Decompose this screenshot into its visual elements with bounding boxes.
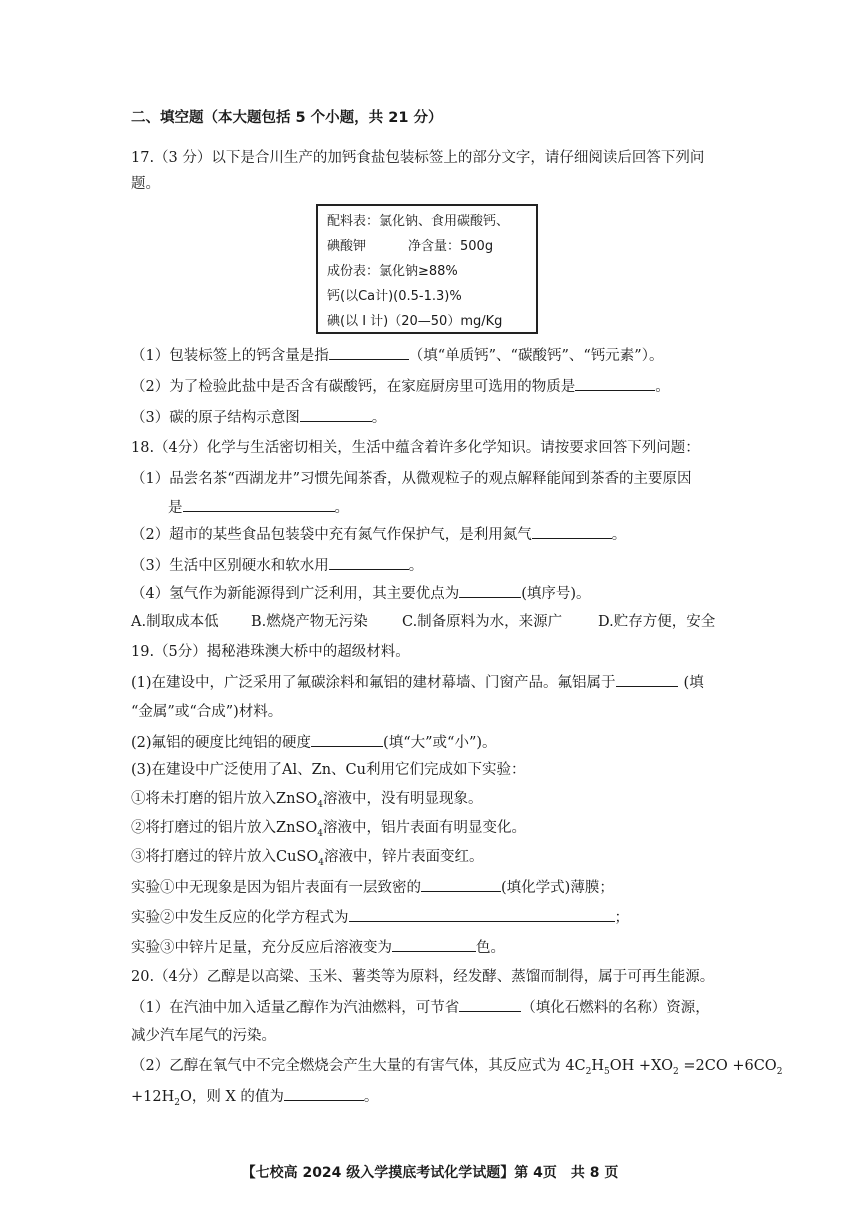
q18-part1-line2: 是 。	[168, 497, 349, 518]
q20-part2-line1: （2）乙醇在氧气中不完全燃烧会产生大量的有害气体，其反应式为 $4C_2H_5OH +XO_2 =2CO +6CO_2$	[131, 1058, 783, 1077]
q19-experiment1: ①将未打磨的铝片放入ZnSO$_4$溶液中，没有明显现象。	[131, 791, 483, 810]
q20-stem: 20.（4分）乙醇是以高粱、玉米、薯类等为原料，经发酵、蒸馏而制得，属于可再生能源。	[131, 969, 715, 985]
q18-stem: 18.（4分）化学与生活密切相关，生活中蕴含着许多化学知识。请按要求回答下列问题：	[131, 440, 700, 456]
q17-part3: （3）碳的原子结构示意图 。	[131, 407, 386, 428]
q17-stem-line2: 题。	[131, 176, 160, 192]
q19-result2: 实验②中发生反应的化学方程式为 ；	[131, 907, 629, 928]
q18-part1-line1: （1）品尝名茶“西湖龙井”习惯先闻茶香，从微观粒子的观点解释能闻到茶香的主要原因	[131, 471, 692, 487]
answer-blank[interactable]	[329, 345, 409, 360]
section-title: 二、填空题（本大题包括 5 个小题，共 21 分）	[131, 110, 443, 126]
answer-blank[interactable]	[349, 907, 615, 922]
q18-part3: （3）生活中区别硬水和软水用 。	[131, 555, 423, 576]
answer-blank[interactable]	[616, 672, 678, 687]
salt-package-label	[316, 204, 538, 334]
label-iodine: 碘(以 I 计)（20—50）mg/Kg	[327, 314, 503, 329]
label-potassium-iodate: 碘酸钾	[327, 239, 367, 254]
q19-part2: (2)氟铝的硬度比纯铝的硬度 (填“大”或“小”)。	[131, 732, 497, 753]
q19-result3: 实验③中锌片足量，充分反应后溶液变为 色。	[131, 937, 505, 958]
q18-option-c: C.制备原料为水，来源广	[402, 614, 563, 630]
q19-experiment2: ②将打磨过的铝片放入ZnSO$_4$溶液中，铝片表面有明显变化。	[131, 820, 526, 839]
q17-part2: （2）为了检验此盐中是否含有碳酸钙，在家庭厨房里可选用的物质是 。	[131, 376, 670, 397]
q19-part3: (3)在建设中广泛使用了Al、Zn、Cu利用它们完成如下实验：	[131, 762, 526, 778]
answer-blank[interactable]	[392, 937, 476, 952]
q18-option-a: A.制取成本低	[131, 614, 219, 630]
q19-experiment3: ③将打磨过的锌片放入CuSO$_4$溶液中，锌片表面变红。	[131, 849, 484, 868]
label-line2	[327, 234, 536, 259]
answer-blank[interactable]	[459, 583, 521, 598]
answer-blank[interactable]	[300, 407, 372, 422]
q19-part1-line2: “金属”或“合成”)材料。	[131, 704, 283, 720]
answer-blank[interactable]	[532, 524, 612, 539]
q20-part1-line1: （1）在汽油中加入适量乙醇作为汽油燃料，可节省 （填化石燃料的名称）资源，	[131, 997, 710, 1018]
q19-stem: 19.（5分）揭秘港珠澳大桥中的超级材料。	[131, 644, 410, 660]
q18-option-d: D.贮存方便，安全	[598, 614, 716, 630]
q18-option-b: B.燃烧产物无污染	[251, 614, 368, 630]
answer-blank[interactable]	[311, 732, 383, 747]
answer-blank[interactable]	[421, 877, 501, 892]
answer-blank[interactable]	[183, 497, 335, 512]
q20-part2-line2: $+12H_2O$，则 X 的值为 。	[131, 1086, 378, 1107]
q19-result1: 实验①中无现象是因为铝片表面有一层致密的 (填化学式)薄膜；	[131, 877, 614, 898]
page-footer: 【七校高 2024 级入学摸底考试化学试题】第 4页 共 8 页	[241, 1165, 619, 1181]
q17-stem-line1: 17.（3 分）以下是合川生产的加钙食盐包装标签上的部分文字，请仔细阅读后回答下列问	[131, 150, 705, 166]
label-composition: 成份表：氯化钠≥88%	[327, 264, 458, 279]
q18-part2: （2）超市的某些食品包装袋中充有氮气作保护气，是利用氮气 。	[131, 524, 626, 545]
answer-blank[interactable]	[284, 1086, 364, 1101]
answer-blank[interactable]	[575, 376, 655, 391]
label-ingredients: 配料表：氯化钠、食用碳酸钙、	[327, 214, 510, 229]
answer-blank[interactable]	[459, 997, 521, 1012]
q17-part1: （1）包装标签上的钙含量是指 （填“单质钙”、“碳酸钙”、“钙元素”）。	[131, 345, 663, 366]
q20-part1-line2: 减少汽车尾气的污染。	[131, 1028, 276, 1044]
label-net-weight: 净含量：500g	[408, 239, 494, 254]
answer-blank[interactable]	[329, 555, 409, 570]
label-calcium: 钙(以Ca计)(0.5-1.3)%	[327, 289, 462, 304]
q19-part1-line1: (1)在建设中，广泛采用了氟碳涂料和氟铝的建材幕墙、门窗产品。氟铝属于 (填	[131, 672, 704, 693]
q18-part4: （4）氢气作为新能源得到广泛利用，其主要优点为 (填序号)。	[131, 583, 591, 604]
